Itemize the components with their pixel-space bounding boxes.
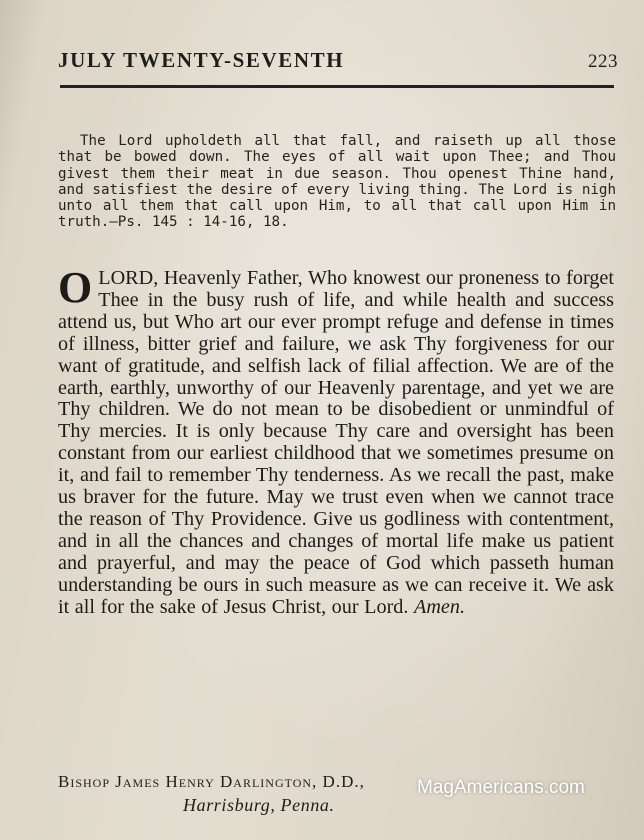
page-number: 223: [588, 51, 618, 72]
scripture-passage: The Lord upholdeth all that fall, and raiseth up all those that be bowed down. The eyes of all wait upon Thee; and Thou givest them their meat in due season. Thou openest Thine hand, and satisfiest the desire of every living thing. The Lord is nigh unto all them that call upon Him, to all that call upon Him in truth.—Ps. 145 : 14-16, 18.: [58, 133, 616, 231]
page-header: [58, 48, 618, 73]
author-name: Bishop James Henry Darlington, D.D.,: [58, 772, 365, 791]
prayer-body: LORD, Heavenly Father, Who knowest our proneness to forget Thee in the busy rush of life, and while health and success attend us, but Who art our ever prompt refuge and defense in times of illness, bitter grief and failure, we ask Thy forgiveness for our want of gratitude, and selfish lack of filial affection. We are of the earth, earthly, unworthy of our Heavenly parentage, and yet we are Thy children. We do not mean to be disobedient or unmindful of Thy mercies. It is only because Thy care and oversight has been constant from our earliest childhood that we sometimes presume on it, and fail to remember Thy tenderness. As we recall the past, make us braver for the future. May we trust even when we cannot trace the reason of Thy Providence. Give us godliness with contentment, and in all the chances and changes of mortal life make us patient and prayerful, and may the peace of God which passeth human understanding be ours in such measure as we can receive it. We ask it all for the sake of Jesus Christ, our Lord.: [58, 267, 614, 618]
author-place: Harrisburg, Penna.: [183, 795, 335, 815]
drop-cap: O: [58, 263, 93, 312]
prayer-amen: Amen.: [413, 595, 465, 618]
prayer-text: [58, 263, 614, 619]
header-rule: [60, 85, 614, 88]
watermark: MagAmericans.com: [417, 777, 585, 798]
page-title: JULY TWENTY-SEVENTH: [58, 48, 345, 72]
